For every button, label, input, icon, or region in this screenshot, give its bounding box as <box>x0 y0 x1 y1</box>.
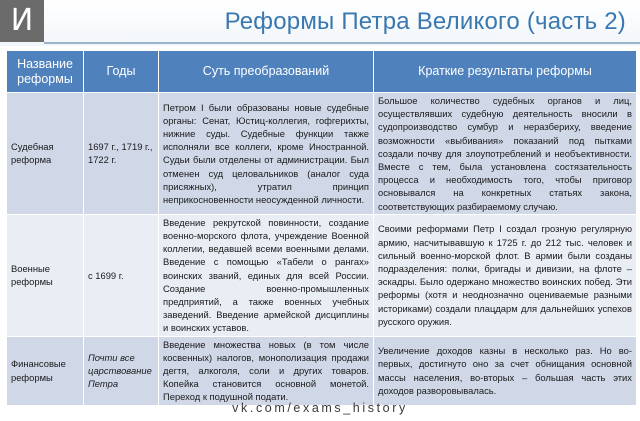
reform-years: 1697 г., 1719 г., 1722 г. <box>84 93 159 215</box>
source-watermark: vk.com/exams_history <box>232 401 408 415</box>
table-row <box>7 336 637 405</box>
reform-essence: Введение множества новых (в том числе косвенных) налогов, монополизация продажи дегтя, алкоголя, соли и других товаров. Копейка становится основной монетой. Переход к подушной подати. <box>159 336 374 405</box>
logo: И <box>0 0 44 42</box>
reform-name: Судебная реформа <box>7 93 84 215</box>
reform-essence: Введение рекрутской повинности, создание военно-морского флота, учреждение Военной коллегии, ведавшей всеми военными делами. Введение с помощью «Табели о рангах» воинских званий, единых для всей России. Создание военно-промышленных предприятий, а также военных учебных заведений. Введение армейской дисциплины и воинских уставов. <box>159 214 374 336</box>
reform-result: Своими реформами Петр I создал грозную регулярную армию, насчитывавшую к 1725 г. до 212 тыс. человек и сильный военно-морской флот. В армии были созданы подразделения: полки, бригады и дивизии, на флоте – эскадры. Было одержано множество воинских побед. Эти реформы (хотя и неоднозначно оцениваемые разными историками) создали плацдарм для дальнейших успехов русского оружия. <box>374 214 637 336</box>
table-header-row <box>7 51 637 93</box>
reform-name: Финансовые реформы <box>7 336 84 405</box>
reform-essence: Петром I были образованы новые судебные органы: Сенат, Юстиц-коллегия, гофгерихты, нижние суды. Судебные функции также исполняли все коллеги, кроме Иностранной. Судьи были отделены от администрации. Был отменен суд целовальников (аналог суда присяжных), утратил принцип неприкосновенности неосужденной личности. <box>159 93 374 215</box>
page-title: Реформы Петра Великого (часть 2) <box>224 8 626 35</box>
reforms-table <box>6 50 637 406</box>
reform-result: Увеличение доходов казны в несколько раз. Но во-первых, достигнуто оно за счет обнищания основной массы населения, во-вторых – большая часть этих доходов разворовывалась. <box>374 336 637 405</box>
table-row <box>7 93 637 215</box>
reform-years: с 1699 г. <box>84 214 159 336</box>
page-header <box>0 0 640 46</box>
title-divider <box>44 42 640 44</box>
reform-name: Военные реформы <box>7 214 84 336</box>
column-header-years: Годы <box>84 51 159 93</box>
column-header-essence: Суть преобразований <box>159 51 374 93</box>
table-row <box>7 214 637 336</box>
column-header-result: Краткие результаты реформы <box>374 51 637 93</box>
column-header-name: Название реформы <box>7 51 84 93</box>
reform-years: Почти все царствование Петра <box>84 336 159 405</box>
reform-result: Большое количество судебных органов и лиц, осуществлявших судебную деятельность вносили в судопроизводство сумбур и неразбериху, введение возможности «выбивания» показаний под пытками создали почву для злоупотреблений и необъективности. Вместе с тем, была установлена состязательность процесса и необходимость того, чтобы приговор основывался на конкретных статьях закона, соответствующих разбираемому случаю. <box>374 93 637 215</box>
